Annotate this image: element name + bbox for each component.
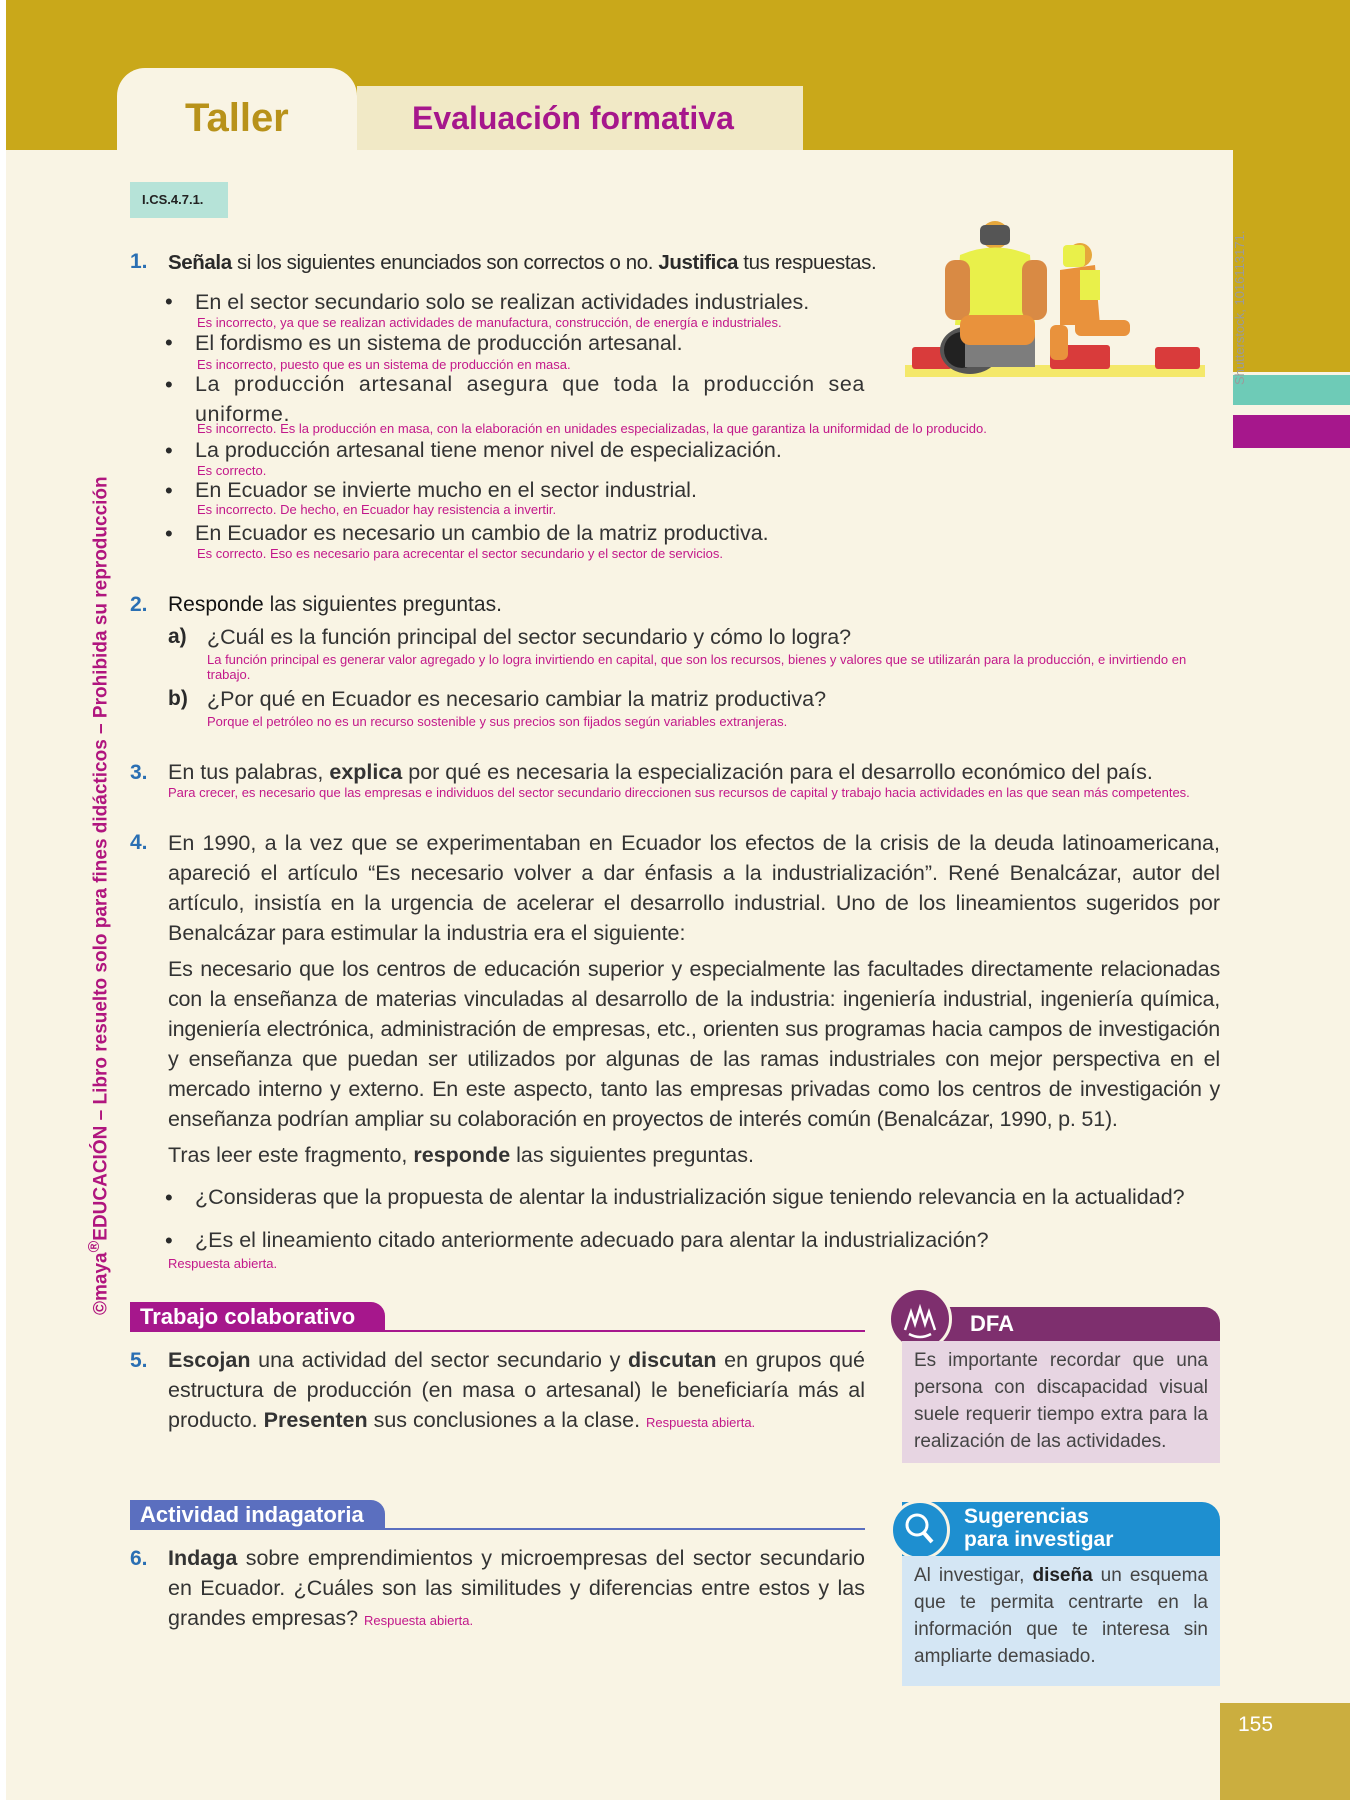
q5-number: 5. <box>130 1349 148 1372</box>
q1-statement-3: La producción artesanal asegura que toda la producción sea uniforme. <box>195 372 865 426</box>
q4-bullet-1: ¿Consideras que la propuesta de alentar la industrialización sigue teniendo relevancia en la actualidad? <box>195 1185 1185 1209</box>
q4-after-text-1: Tras leer este fragmento, <box>168 1143 414 1167</box>
suggest-body <box>902 1556 1220 1686</box>
q5-prompt <box>168 1345 865 1438</box>
q3-prompt <box>168 757 1153 787</box>
q4-quote: Es necesario que los centros de educación superior y especialmente las facultades directamente relacionadas con la enseñanza de materias vinculadas al desarrollo de la industria: ingeniería industrial, ingeniería química, ingeniería electrónica, administración de empresas, etc., orienten sus programas hacia campos de investigación y enseñanza que puedan ser utilizados por algunas de las ramas industriales con mejor perspectiva en el mercado interno y externo. En este aspecto, tanto las empresas privadas como los centros de investigación y enseñanza podrían ampliar su colaboración en proyectos de interés común (Benalcázar, 1990, p. 51). <box>168 957 1220 1131</box>
q2b-answer: Porque el petróleo no es un recurso sostenible y sus precios son fijados según variables extranjeras. <box>207 714 788 729</box>
q4-number: 4. <box>130 831 148 854</box>
tab-taller <box>117 68 357 158</box>
suggest-title-line-2: para investigar <box>964 1528 1114 1551</box>
suggest-title <box>964 1505 1113 1551</box>
suggest-title-line-1: Sugerencias <box>964 1505 1089 1528</box>
bullet-dot: • <box>165 1185 173 1210</box>
dfa-title: DFA <box>970 1311 1014 1336</box>
bullet-dot: • <box>165 289 173 314</box>
q6-prompt <box>168 1543 865 1636</box>
q6-number: 6. <box>130 1547 148 1570</box>
side-purple-strip <box>1233 415 1350 448</box>
q6-text: sobre emprendimientos y microempresas del sector secundario en Ecuador. ¿Cuáles son las similitudes y diferencias entre estos y las grandes empresas? <box>168 1546 865 1630</box>
q3-verb: explica <box>329 760 403 784</box>
registered-mark: ® <box>86 1240 103 1253</box>
q1-answer-2: Es incorrecto, puesto que es un sistema de producción en masa. <box>197 357 571 372</box>
q1-statement-2: El fordismo es un sistema de producción artesanal. <box>195 331 683 355</box>
bullet-dot: • <box>165 521 173 546</box>
page-number: 155 <box>1238 1713 1274 1736</box>
brand-logo-text: ©maya <box>90 1252 112 1315</box>
q1-statement-4: La producción artesanal tiene menor nivel de especialización. <box>195 438 782 462</box>
q1-statement-5: En Ecuador se invierte mucho en el sector industrial. <box>195 478 697 502</box>
q2b-question: ¿Por qué en Ecuador es necesario cambiar la matriz productiva? <box>207 687 827 711</box>
q2a-answer: La función principal es generar valor agregado y lo logra invirtiendo en capital, que son los recursos, bienes y valores que se utilizarán para la producción, e invirtiendo en trabajo. <box>207 652 1187 682</box>
side-teal-strip <box>1233 375 1350 405</box>
q2b-label: b) <box>168 687 188 710</box>
collab-divider <box>385 1330 865 1332</box>
q5-text-2: en grupos qué estructura de producción (en masa o artesanal) le beneficiaría más al producto. <box>168 1348 865 1432</box>
q1-answer-5: Es incorrecto. De hecho, en Ecuador hay resistencia a invertir. <box>197 502 557 517</box>
q5-text-1: una actividad del sector secundario y <box>250 1348 629 1372</box>
q3-text-1: En tus palabras, <box>168 760 330 784</box>
q5-answer: Respuesta abierta. <box>646 1415 756 1430</box>
q5-verb-presenten: Presenten <box>263 1408 368 1432</box>
q3-answer: Para crecer, es necesario que las empresas e individuos del sector secundario direccionen sus recursos de capital y trabajo hacia actividades en las que sean más competentes. <box>168 785 1190 800</box>
q1-verb-senala: Señala <box>168 251 232 274</box>
bullet-dot: • <box>165 438 173 463</box>
q2-number: 2. <box>130 593 148 616</box>
suggest-text-2: un esquema que te permita centrarte en la información que te interesa sin ampliarte demasiado. <box>914 1565 1208 1667</box>
tab-evaluacion <box>357 86 803 150</box>
welders-illustration <box>900 215 1220 385</box>
indicator-code-badge: I.CS.4.7.1. <box>130 182 228 218</box>
q6-answer: Respuesta abierta. <box>364 1613 474 1628</box>
magnifier-icon <box>890 1500 950 1560</box>
copyright-text: EDUCACIÓN – Libro resuelto solo para fines didácticos – Prohibida su reproducción <box>90 476 112 1241</box>
q1-answer-4: Es correcto. <box>197 463 267 478</box>
q2-prompt-text: las siguientes preguntas. <box>263 593 502 616</box>
bullet-dot: • <box>165 330 173 355</box>
q1-answer-3: Es incorrecto. Es la producción en masa, con la elaboración en unidades especializadas, la que garantiza la uniformidad de lo producido. <box>197 421 987 436</box>
q1-prompt <box>168 248 876 278</box>
q6-verb: Indaga <box>168 1546 238 1570</box>
q1-answer-6: Es correcto. Eso es necesario para acrecentar el sector secundario y el sector de servicios. <box>197 546 724 561</box>
q4-after-text-2: las siguientes preguntas. <box>510 1143 754 1167</box>
q1-answer-1: Es incorrecto, ya que se realizan actividades de manufactura, construcción, de energía e industriales. <box>197 315 782 330</box>
q2a-question: ¿Cuál es la función principal del sector secundario y cómo lo logra? <box>207 625 852 649</box>
q2a-label: a) <box>168 625 187 648</box>
tab-taller-label: Taller <box>185 96 289 140</box>
q4-answer: Respuesta abierta. <box>168 1256 278 1271</box>
side-color-band <box>1233 150 1350 372</box>
q3-text-2: por qué es necesaria la especialización para el desarrollo económico del país. <box>402 760 1153 784</box>
side-copyright-text <box>86 465 112 1315</box>
q5-text-3: sus conclusiones a la clase. <box>367 1408 647 1432</box>
page-number-tab <box>1220 1703 1350 1800</box>
inquiry-divider <box>385 1528 865 1530</box>
q1-number: 1. <box>130 250 148 273</box>
photo-credit: Shutterstock, 1016113171. <box>1232 230 1247 385</box>
q1-prompt-text-1: si los siguientes enunciados son correctos o no. <box>231 251 659 274</box>
bullet-dot: • <box>165 372 173 397</box>
q5-verb-discutan: discutan <box>628 1348 717 1372</box>
suggest-verb: diseña <box>1032 1565 1093 1586</box>
q4-bullet-2: ¿Es el lineamiento citado anteriormente adecuado para alentar la industrialización? <box>195 1228 989 1252</box>
inquiry-section-title: Actividad indagatoria <box>130 1500 385 1530</box>
q4-paragraph: En 1990, a la vez que se experimentaban en Ecuador los efectos de la crisis de la deuda latinoamericana, apareció el artículo “Es necesario volver a dar énfasis a la industrialización”. René Benalcázar, autor del artículo, insistía en la urgencia de acelerar el desarrollo industrial. Uno de los lineamientos sugeridos por Benalcázar para estimular la industria era el siguiente: <box>168 831 1220 945</box>
collab-section-title: Trabajo colaborativo <box>130 1302 385 1332</box>
bullet-dot: • <box>165 478 173 503</box>
q1-statement-1: En el sector secundario solo se realizan actividades industriales. <box>195 290 810 314</box>
q1-verb-justifica: Justifica <box>658 251 738 274</box>
q5-verb-escojan: Escojan <box>168 1348 251 1372</box>
q4-verb: responde <box>413 1143 511 1167</box>
q3-number: 3. <box>130 761 148 784</box>
q1-prompt-text-2: tus respuestas. <box>737 251 877 274</box>
q2-prompt <box>168 590 502 620</box>
tab-evaluacion-label: Evaluación formativa <box>412 100 734 136</box>
q4-after <box>168 1140 754 1170</box>
suggest-text-1: Al investigar, <box>914 1565 1033 1586</box>
bullet-dot: • <box>165 1228 173 1253</box>
dfa-body: Es importante recordar que una persona con discapacidad visual suele requerir tiempo extra para la realización de las actividades. <box>902 1341 1220 1463</box>
q2-verb: Responde <box>168 593 264 616</box>
q1-statement-6: En Ecuador es necesario un cambio de la matriz productiva. <box>195 521 769 545</box>
